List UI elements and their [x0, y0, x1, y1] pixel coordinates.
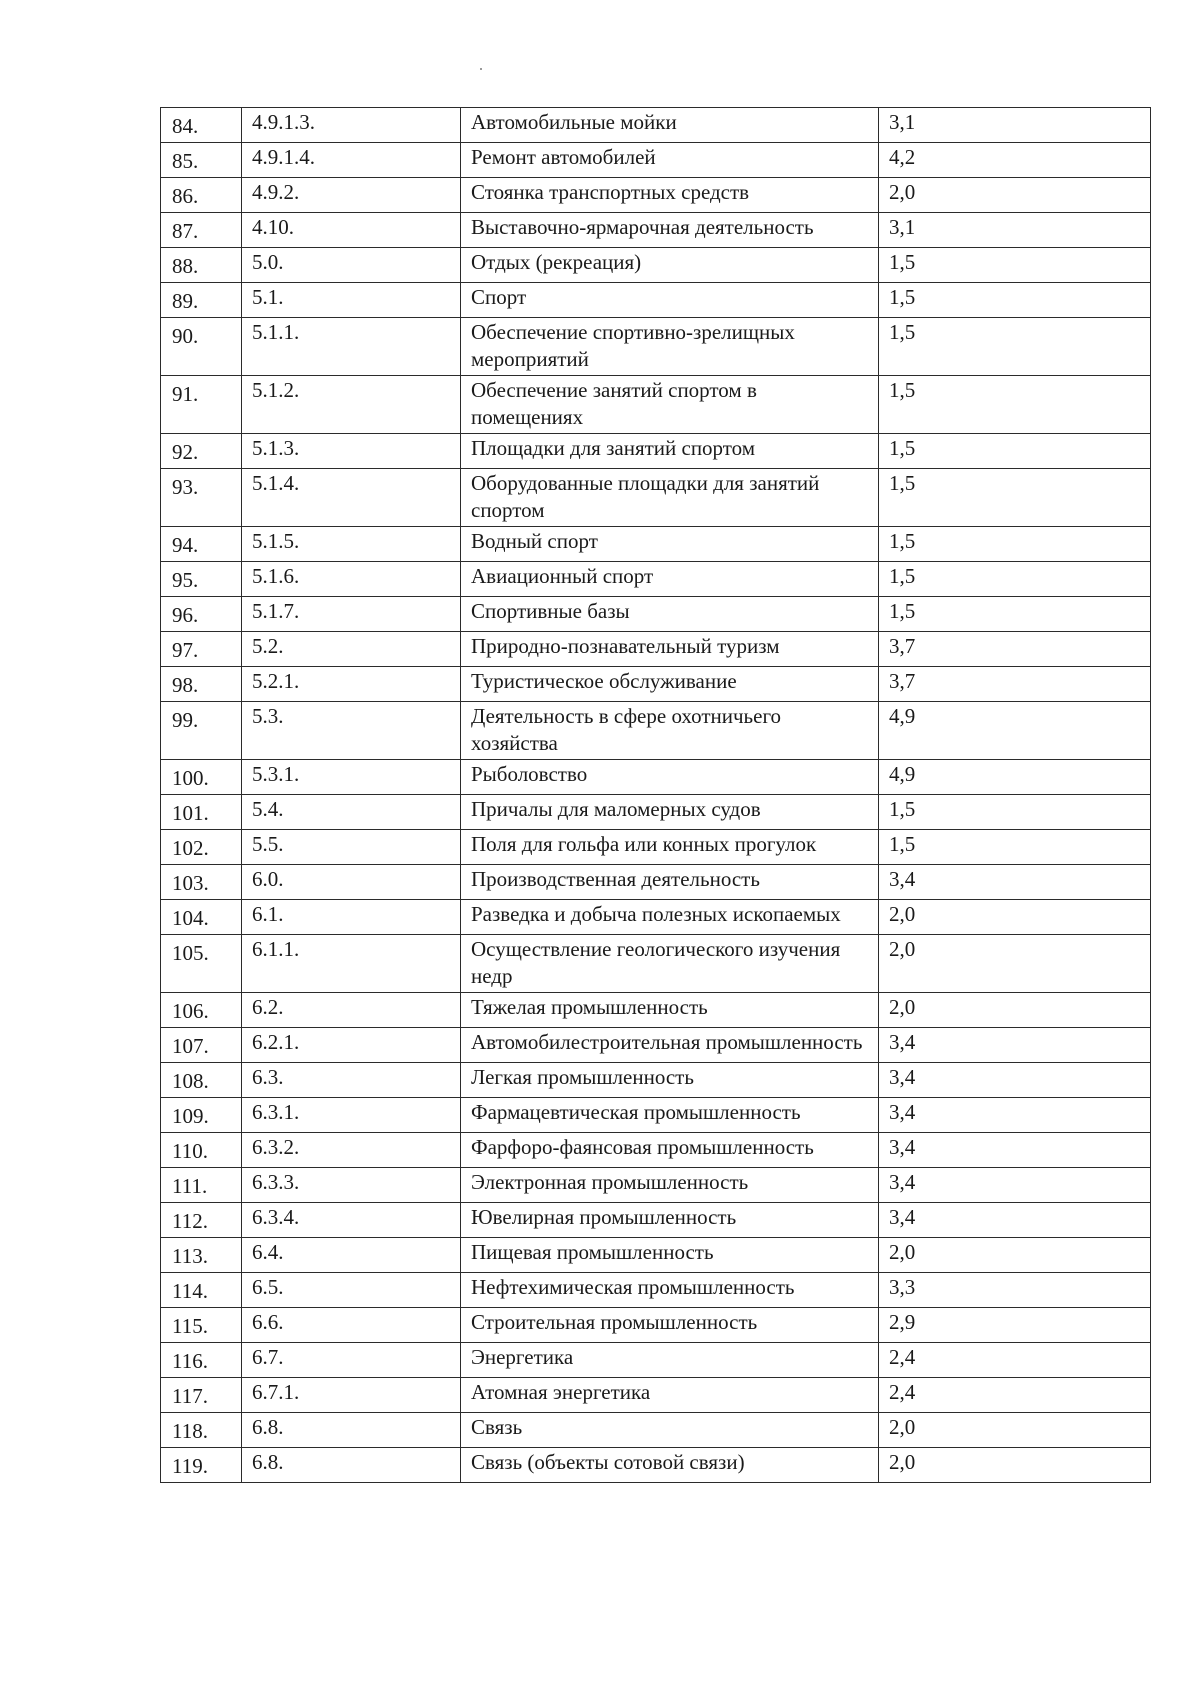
row-value: 4,2: [879, 143, 1151, 178]
row-number: 85.: [161, 143, 242, 178]
row-number: 104.: [161, 900, 242, 935]
row-code: 5.2.: [242, 632, 461, 667]
row-value: 1,5: [879, 795, 1151, 830]
row-code: 5.1.3.: [242, 434, 461, 469]
row-name: Спорт: [461, 283, 879, 318]
row-code: 5.4.: [242, 795, 461, 830]
row-code: 5.1.5.: [242, 527, 461, 562]
table-row: [161, 702, 1151, 760]
row-name: Атомная энергетика: [461, 1378, 879, 1413]
row-value: 2,0: [879, 993, 1151, 1028]
row-code: 6.8.: [242, 1413, 461, 1448]
row-code: 6.2.1.: [242, 1028, 461, 1063]
table-row: [161, 469, 1151, 527]
row-value: 3,4: [879, 1203, 1151, 1238]
table-row: [161, 900, 1151, 935]
row-name: Отдых (рекреация): [461, 248, 879, 283]
table-row: [161, 597, 1151, 632]
table-row: [161, 1273, 1151, 1308]
row-name: Строительная промышленность: [461, 1308, 879, 1343]
table-row: [161, 1378, 1151, 1413]
row-value: 1,5: [879, 469, 1151, 527]
table-row: [161, 667, 1151, 702]
row-number: 90.: [161, 318, 242, 376]
table-row: [161, 1098, 1151, 1133]
row-number: 105.: [161, 935, 242, 993]
row-number: 114.: [161, 1273, 242, 1308]
row-code: 6.3.4.: [242, 1203, 461, 1238]
row-number: 92.: [161, 434, 242, 469]
row-name: Связь: [461, 1413, 879, 1448]
row-code: 6.3.3.: [242, 1168, 461, 1203]
row-value: 2,0: [879, 178, 1151, 213]
table-body: [161, 108, 1151, 1483]
table-row: [161, 248, 1151, 283]
row-name: Осуществление геологического изучения недр: [461, 935, 879, 993]
row-value: 3,7: [879, 667, 1151, 702]
row-name: Фарфоро-фаянсовая промышленность: [461, 1133, 879, 1168]
row-value: 1,5: [879, 376, 1151, 434]
row-number: 96.: [161, 597, 242, 632]
row-value: 3,4: [879, 865, 1151, 900]
row-code: 5.3.1.: [242, 760, 461, 795]
table-row: [161, 562, 1151, 597]
row-name: Авиационный спорт: [461, 562, 879, 597]
row-number: 100.: [161, 760, 242, 795]
row-number: 89.: [161, 283, 242, 318]
row-code: 6.2.: [242, 993, 461, 1028]
row-number: 115.: [161, 1308, 242, 1343]
row-value: 3,4: [879, 1098, 1151, 1133]
row-number: 108.: [161, 1063, 242, 1098]
row-value: 1,5: [879, 434, 1151, 469]
row-number: 109.: [161, 1098, 242, 1133]
row-code: 6.3.: [242, 1063, 461, 1098]
row-name: Туристическое обслуживание: [461, 667, 879, 702]
row-number: 86.: [161, 178, 242, 213]
row-value: 2,0: [879, 1413, 1151, 1448]
row-name: Пищевая промышленность: [461, 1238, 879, 1273]
row-name: Энергетика: [461, 1343, 879, 1378]
row-value: 2,9: [879, 1308, 1151, 1343]
table-row: [161, 632, 1151, 667]
row-code: 6.5.: [242, 1273, 461, 1308]
row-code: 6.4.: [242, 1238, 461, 1273]
row-value: 2,0: [879, 935, 1151, 993]
row-code: 5.1.4.: [242, 469, 461, 527]
table-row: [161, 178, 1151, 213]
table-row: [161, 760, 1151, 795]
row-name: Спортивные базы: [461, 597, 879, 632]
row-name: Обеспечение спортивно-зрелищных мероприятий: [461, 318, 879, 376]
row-value: 2,0: [879, 1238, 1151, 1273]
row-name: Оборудованные площадки для занятий спортом: [461, 469, 879, 527]
row-value: 3,4: [879, 1168, 1151, 1203]
row-code: 6.0.: [242, 865, 461, 900]
zoning-coefficient-table: [160, 107, 1151, 1483]
row-name: Производственная деятельность: [461, 865, 879, 900]
row-number: 112.: [161, 1203, 242, 1238]
row-number: 111.: [161, 1168, 242, 1203]
table-row: [161, 1133, 1151, 1168]
row-value: 3,1: [879, 213, 1151, 248]
row-value: 1,5: [879, 527, 1151, 562]
row-code: 6.1.1.: [242, 935, 461, 993]
row-code: 6.3.2.: [242, 1133, 461, 1168]
table-row: [161, 318, 1151, 376]
table-row: [161, 1448, 1151, 1483]
row-number: 95.: [161, 562, 242, 597]
row-name: Ремонт автомобилей: [461, 143, 879, 178]
row-number: 91.: [161, 376, 242, 434]
row-number: 107.: [161, 1028, 242, 1063]
row-value: 4,9: [879, 760, 1151, 795]
row-name: Электронная промышленность: [461, 1168, 879, 1203]
row-value: 4,9: [879, 702, 1151, 760]
table-row: [161, 527, 1151, 562]
row-name: Легкая промышленность: [461, 1063, 879, 1098]
row-name: Ювелирная промышленность: [461, 1203, 879, 1238]
row-name: Автомобилестроительная промышленность: [461, 1028, 879, 1063]
row-code: 4.9.1.4.: [242, 143, 461, 178]
row-number: 102.: [161, 830, 242, 865]
table-row: [161, 795, 1151, 830]
row-code: 6.6.: [242, 1308, 461, 1343]
row-value: 1,5: [879, 318, 1151, 376]
table-row: [161, 1343, 1151, 1378]
row-value: 1,5: [879, 283, 1151, 318]
table-row: [161, 434, 1151, 469]
table-row: [161, 283, 1151, 318]
row-number: 99.: [161, 702, 242, 760]
table-row: [161, 1413, 1151, 1448]
row-number: 116.: [161, 1343, 242, 1378]
row-code: 5.0.: [242, 248, 461, 283]
row-name: Причалы для маломерных судов: [461, 795, 879, 830]
table-row: [161, 1168, 1151, 1203]
table-row: [161, 1063, 1151, 1098]
row-number: 84.: [161, 108, 242, 143]
row-value: 1,5: [879, 830, 1151, 865]
row-name: Деятельность в сфере охотничьего хозяйства: [461, 702, 879, 760]
row-number: 113.: [161, 1238, 242, 1273]
table-row: [161, 143, 1151, 178]
row-number: 118.: [161, 1413, 242, 1448]
row-number: 98.: [161, 667, 242, 702]
table-row: [161, 376, 1151, 434]
row-name: Фармацевтическая промышленность: [461, 1098, 879, 1133]
row-name: Связь (объекты сотовой связи): [461, 1448, 879, 1483]
row-name: Площадки для занятий спортом: [461, 434, 879, 469]
row-value: 3,4: [879, 1133, 1151, 1168]
row-number: 110.: [161, 1133, 242, 1168]
row-name: Нефтехимическая промышленность: [461, 1273, 879, 1308]
row-number: 103.: [161, 865, 242, 900]
row-code: 5.1.1.: [242, 318, 461, 376]
row-code: 6.1.: [242, 900, 461, 935]
row-name: Стоянка транспортных средств: [461, 178, 879, 213]
row-value: 1,5: [879, 562, 1151, 597]
row-value: 2,0: [879, 1448, 1151, 1483]
table-row: [161, 213, 1151, 248]
row-number: 101.: [161, 795, 242, 830]
row-code: 5.5.: [242, 830, 461, 865]
row-value: 1,5: [879, 597, 1151, 632]
row-value: 3,4: [879, 1063, 1151, 1098]
row-code: 6.8.: [242, 1448, 461, 1483]
row-number: 119.: [161, 1448, 242, 1483]
row-name: Выставочно-ярмарочная деятельность: [461, 213, 879, 248]
row-code: 4.10.: [242, 213, 461, 248]
table-row: [161, 1203, 1151, 1238]
row-name: Автомобильные мойки: [461, 108, 879, 143]
row-number: 97.: [161, 632, 242, 667]
row-code: 5.1.6.: [242, 562, 461, 597]
table-row: [161, 935, 1151, 993]
row-code: 5.2.1.: [242, 667, 461, 702]
row-value: 3,3: [879, 1273, 1151, 1308]
row-code: 5.1.2.: [242, 376, 461, 434]
row-code: 4.9.2.: [242, 178, 461, 213]
row-code: 6.7.1.: [242, 1378, 461, 1413]
table-row: [161, 1308, 1151, 1343]
row-number: 117.: [161, 1378, 242, 1413]
table-row: [161, 865, 1151, 900]
row-code: 5.3.: [242, 702, 461, 760]
row-name: Обеспечение занятий спортом в помещениях: [461, 376, 879, 434]
row-name: Рыболовство: [461, 760, 879, 795]
row-code: 5.1.: [242, 283, 461, 318]
row-name: Водный спорт: [461, 527, 879, 562]
row-value: 1,5: [879, 248, 1151, 283]
table-row: [161, 1028, 1151, 1063]
row-code: 6.7.: [242, 1343, 461, 1378]
row-code: 5.1.7.: [242, 597, 461, 632]
table-row: [161, 1238, 1151, 1273]
row-value: 3,4: [879, 1028, 1151, 1063]
scan-speck: [480, 68, 482, 70]
row-value: 3,7: [879, 632, 1151, 667]
row-number: 88.: [161, 248, 242, 283]
row-number: 93.: [161, 469, 242, 527]
row-value: 2,4: [879, 1343, 1151, 1378]
table-row: [161, 830, 1151, 865]
row-name: Поля для гольфа или конных прогулок: [461, 830, 879, 865]
row-code: 4.9.1.3.: [242, 108, 461, 143]
row-name: Разведка и добыча полезных ископаемых: [461, 900, 879, 935]
row-value: 2,4: [879, 1378, 1151, 1413]
row-value: 2,0: [879, 900, 1151, 935]
row-value: 3,1: [879, 108, 1151, 143]
row-number: 87.: [161, 213, 242, 248]
row-name: Тяжелая промышленность: [461, 993, 879, 1028]
row-name: Природно-познавательный туризм: [461, 632, 879, 667]
row-code: 6.3.1.: [242, 1098, 461, 1133]
table-row: [161, 993, 1151, 1028]
table-row: [161, 108, 1151, 143]
row-number: 94.: [161, 527, 242, 562]
row-number: 106.: [161, 993, 242, 1028]
